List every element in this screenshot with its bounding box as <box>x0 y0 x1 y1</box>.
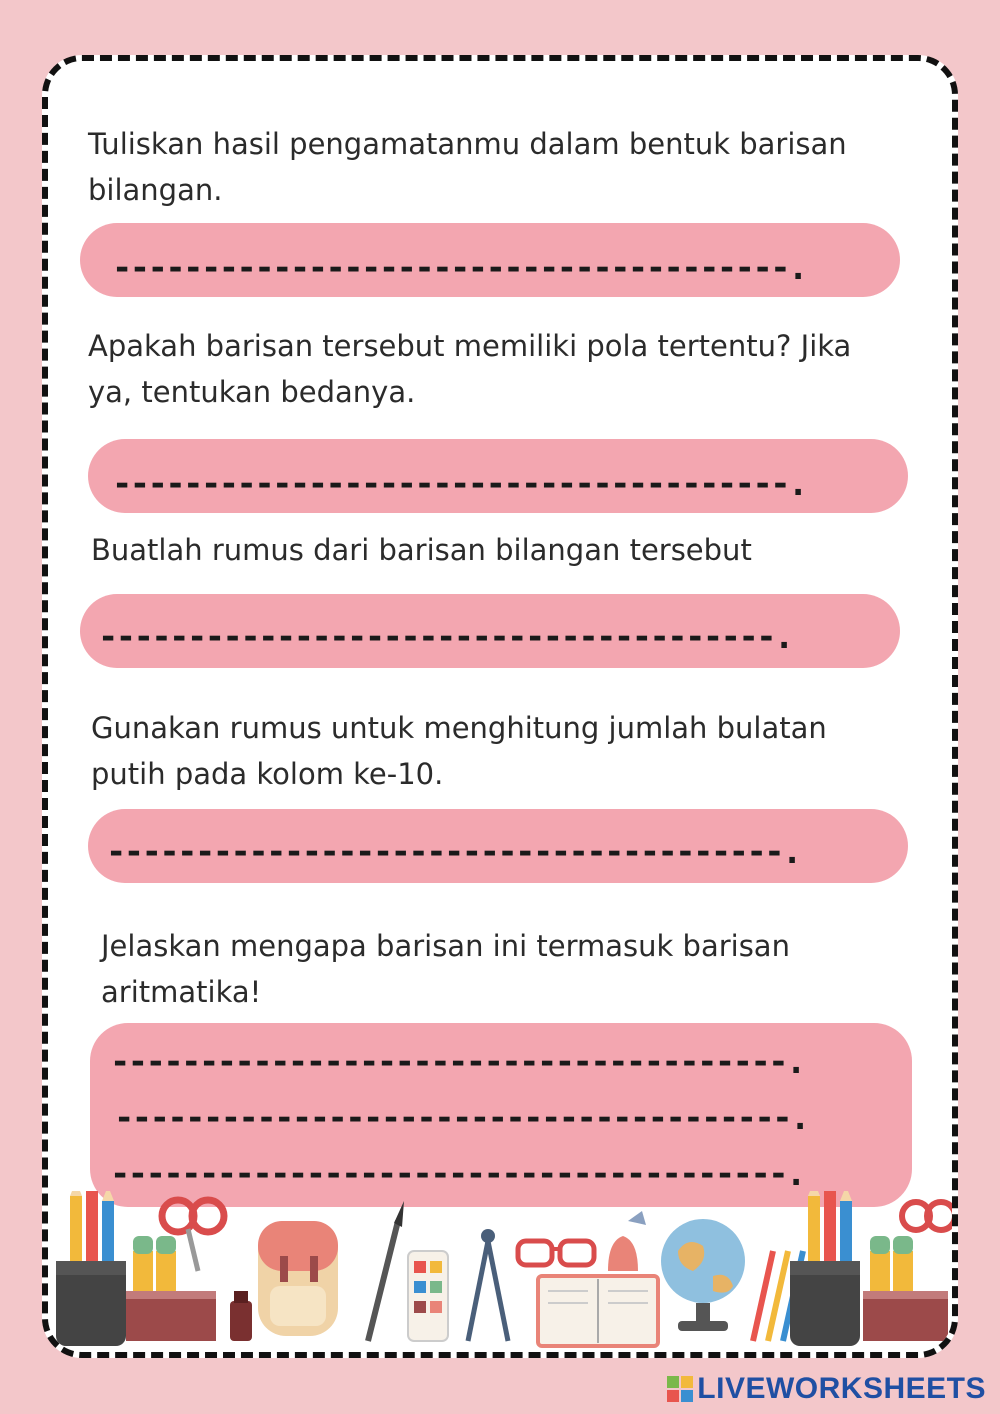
pencil-cup-icon <box>56 1191 126 1346</box>
logo-text: LIVEWORKSHEETS <box>697 1372 986 1405</box>
question-1-text: Tuliskan hasil pengamatanmu dalam bentuk barisan bilangan. <box>88 127 847 207</box>
answer-box-5[interactable] <box>90 1023 912 1207</box>
answer-box-4[interactable] <box>88 809 908 883</box>
answer-box-2[interactable] <box>88 439 908 513</box>
answer-line[interactable]: --------------------------------------. <box>112 248 806 288</box>
answer-line[interactable]: --------------------------------------. <box>110 1042 804 1082</box>
worksheet-card <box>42 55 958 1358</box>
question-3-text: Buatlah rumus dari barisan bilangan tersebut <box>91 533 752 567</box>
backpack-icon <box>258 1221 338 1336</box>
answer-box-1[interactable] <box>80 223 900 297</box>
answer-line[interactable]: --------------------------------------. <box>110 1154 804 1194</box>
answer-line[interactable]: --------------------------------------. <box>114 1098 808 1138</box>
answer-box-3[interactable] <box>80 594 900 668</box>
question-5-text: Jelaskan mengapa barisan ini termasuk barisan aritmatika! <box>101 929 790 1009</box>
paint-tubes-icon <box>863 1236 948 1341</box>
question-4-text: Gunakan rumus untuk menghitung jumlah bulatan putih pada kolom ke-10. <box>91 711 827 791</box>
globe-icon <box>661 1219 745 1331</box>
answer-line[interactable]: --------------------------------------. <box>98 617 792 657</box>
answer-line[interactable]: --------------------------------------. <box>112 464 806 504</box>
liveworksheets-logo[interactable] <box>667 1372 986 1406</box>
question-2-text: Apakah barisan tersebut memiliki pola tertentu? Jika ya, tentukan bedanya. <box>88 329 852 409</box>
school-supplies-illustration <box>48 1191 952 1351</box>
liveworksheets-logo-icon <box>667 1376 693 1402</box>
compass-icon <box>468 1229 508 1341</box>
paint-palette-icon <box>408 1251 448 1341</box>
paint-tubes-icon <box>126 1236 216 1341</box>
glasses-icon <box>518 1241 594 1265</box>
notebook-icon <box>538 1276 658 1346</box>
brush-icon <box>368 1201 404 1341</box>
scissors-icon <box>902 1202 952 1230</box>
pencil-cup-icon <box>790 1191 860 1346</box>
ink-bottle-icon <box>230 1291 252 1341</box>
bell-icon <box>608 1211 646 1271</box>
answer-line[interactable]: --------------------------------------. <box>106 832 800 872</box>
